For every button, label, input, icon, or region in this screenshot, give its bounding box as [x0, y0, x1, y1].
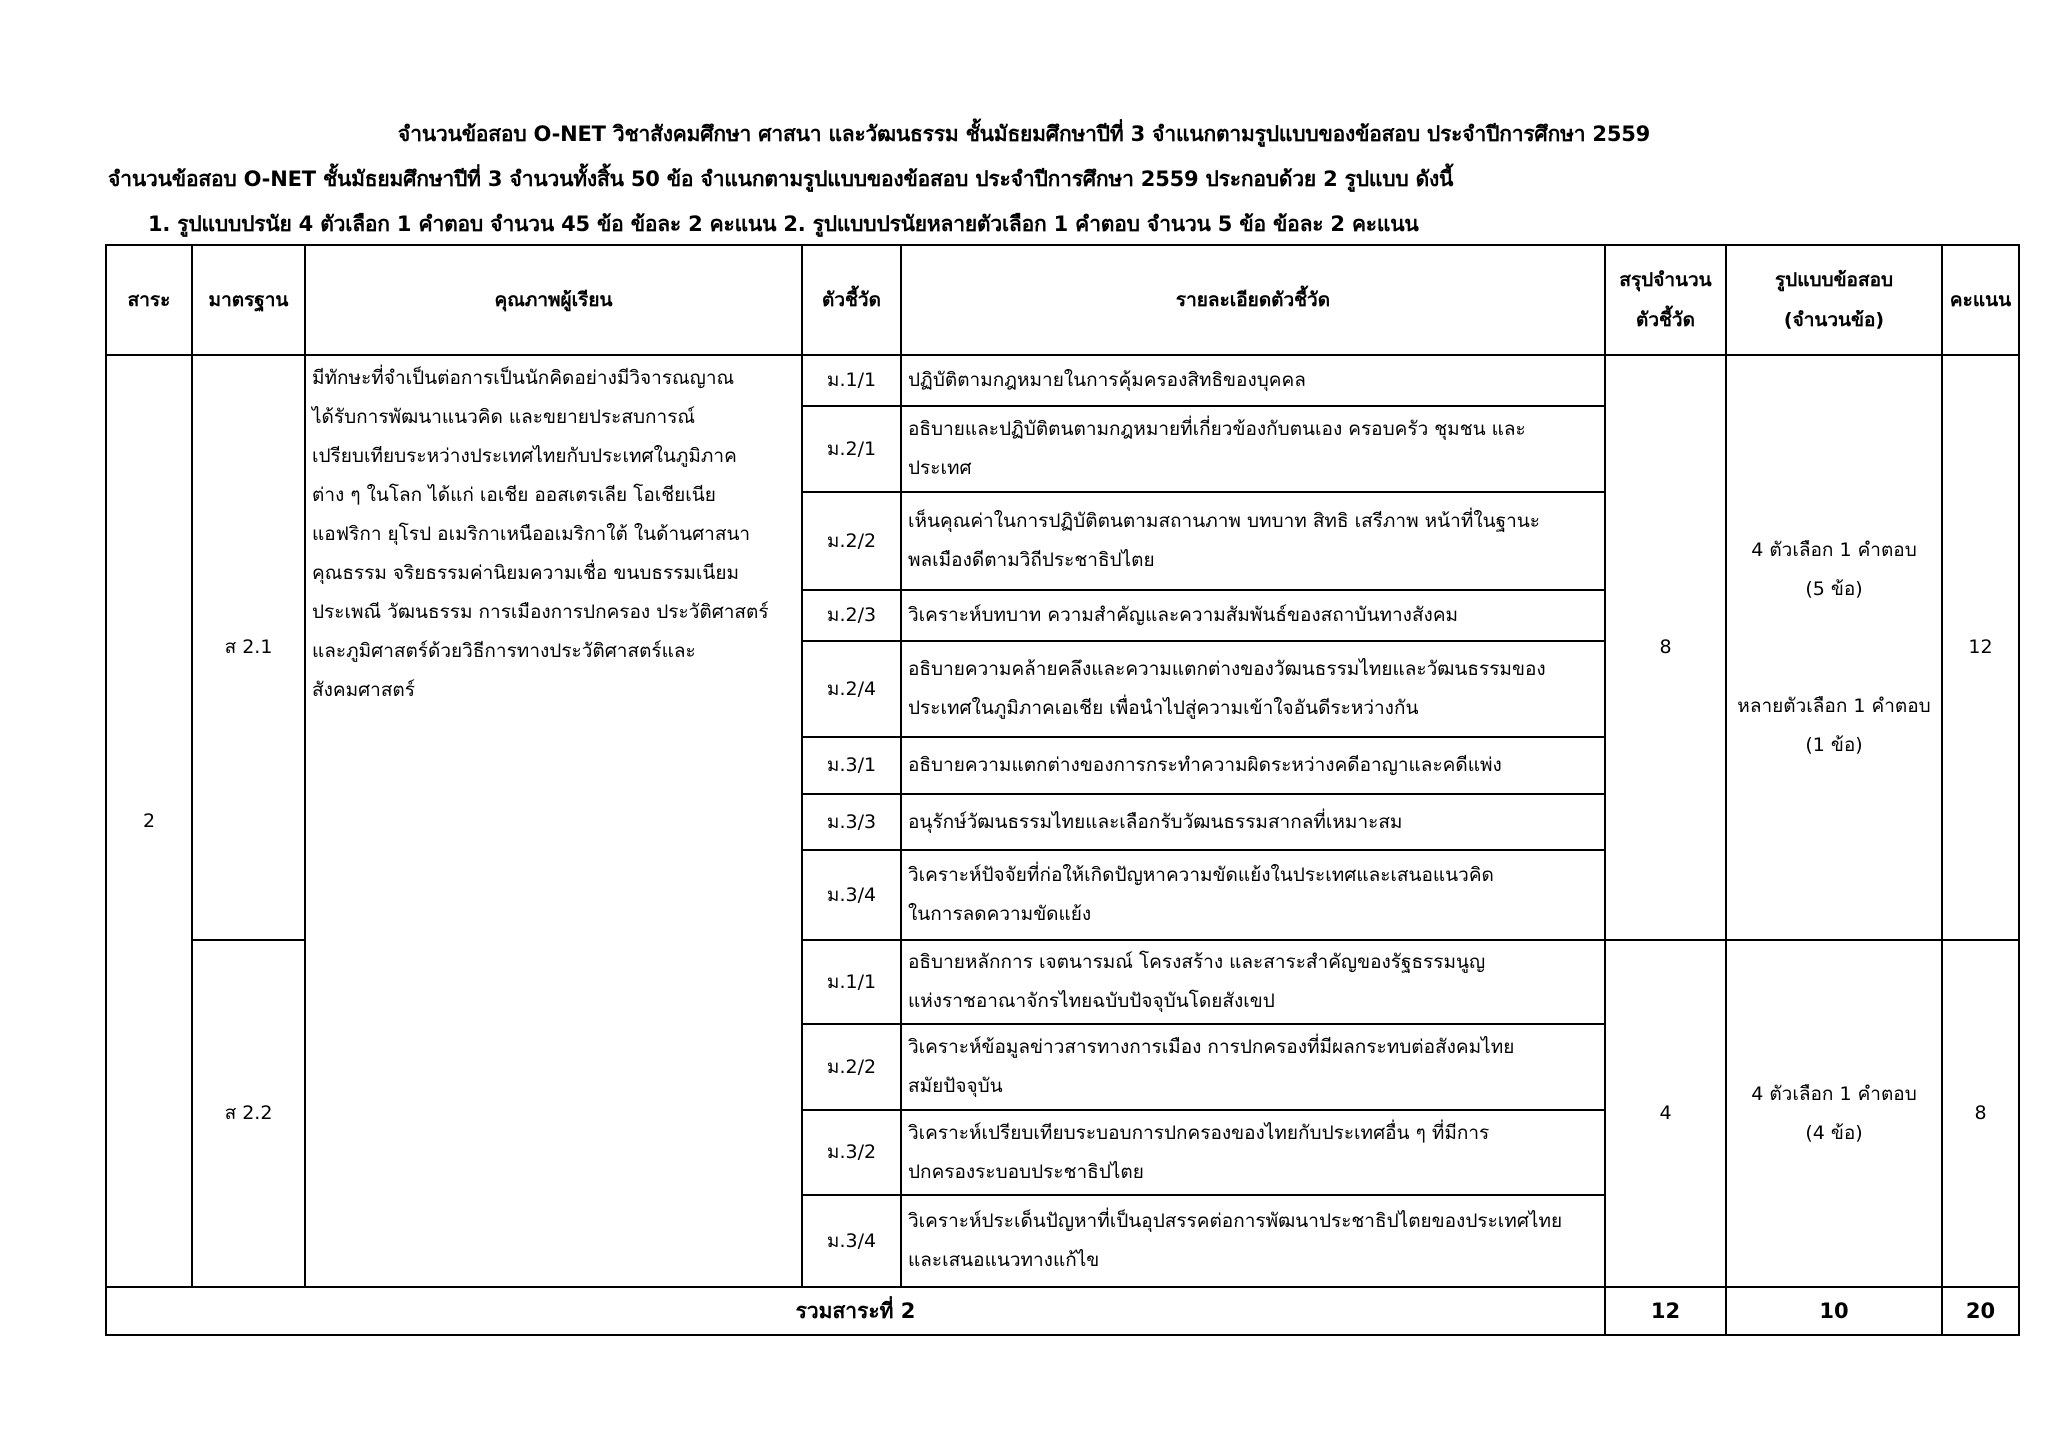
- header-format: [1726, 245, 1942, 355]
- summary-count-cell: 4: [1605, 940, 1726, 1287]
- indicator-code: ม.3/1: [802, 737, 901, 794]
- format-cell: [1726, 940, 1942, 1287]
- indicator-code: ม.1/1: [802, 940, 901, 1024]
- quality-line: ต่าง ๆ ในโลก ได้แก่ เอเชีย ออสเตรเลีย โอเชียเนีย: [312, 484, 716, 506]
- indicator-code: ม.2/1: [802, 406, 901, 492]
- indicator-code: ม.3/2: [802, 1110, 901, 1195]
- indicator-code: ม.3/4: [802, 1195, 901, 1287]
- quality-line: ประเพณี วัฒนธรรม การเมืองการปกครอง ประวัติศาสตร์: [312, 601, 769, 623]
- indicator-detail: [901, 850, 1605, 940]
- detail-line: ปกครองระบอบประชาธิปไตย: [908, 1160, 1144, 1183]
- score-cell: 8: [1942, 940, 2019, 1287]
- detail-line: วิเคราะห์ปัจจัยที่ก่อให้เกิดปัญหาความขัดแย้งในประเทศและเสนอแนวคิด: [908, 864, 1494, 886]
- indicator-detail: [901, 355, 1605, 406]
- indicator-code: ม.3/4: [802, 850, 901, 940]
- indicator-detail: [901, 794, 1605, 850]
- header-summary-line1: สรุปจำนวน: [1619, 269, 1712, 291]
- indicator-code: ม.2/4: [802, 641, 901, 737]
- quality-line: คุณธรรม จริยธรรมค่านิยมความเชื่อ ขนบธรรมเนียม: [312, 562, 740, 584]
- detail-line: อธิบายหลักการ เจตนารมณ์ โครงสร้าง และสาระสำคัญของรัฐธรรมนูญ: [908, 951, 1486, 973]
- summary-count-cell: 8: [1605, 355, 1726, 940]
- standard-cell: ส 2.1: [192, 355, 305, 940]
- indicator-detail: [901, 406, 1605, 492]
- header-indicator: ตัวชี้วัด: [802, 245, 901, 355]
- detail-line: พลเมืองดีตามวิถีประชาธิปไตย: [908, 549, 1155, 571]
- detail-line: วิเคราะห์ประเด็นปัญหาที่เป็นอุปสรรคต่อการพัฒนาประชาธิปไตยของประเทศไทย: [908, 1210, 1563, 1232]
- format-a-count: (4 ข้อ): [1805, 1121, 1863, 1144]
- format-b-count: (1 ข้อ): [1805, 733, 1863, 756]
- indicator-code: ม.3/3: [802, 794, 901, 850]
- indicator-code: ม.2/3: [802, 590, 901, 641]
- indicator-detail: [901, 1195, 1605, 1287]
- header-format-line1: รูปแบบข้อสอบ: [1774, 269, 1894, 291]
- standard-cell: ส 2.2: [192, 940, 305, 1287]
- exam-table: [105, 244, 2020, 1336]
- table-header-row: [106, 245, 2019, 355]
- quality-line: และภูมิศาสตร์ด้วยวิธีการทางประวัติศาสตร์และ: [312, 640, 696, 662]
- total-score: 20: [1942, 1287, 2019, 1335]
- quality-line: เปรียบเทียบระหว่างประเทศไทยกับประเทศในภูมิภาค: [312, 445, 737, 467]
- strand-cell: 2: [106, 355, 192, 1287]
- indicator-detail: [901, 1024, 1605, 1110]
- indicator-detail: [901, 492, 1605, 590]
- format-cell: [1726, 355, 1942, 940]
- header-summary: [1605, 245, 1726, 355]
- indicator-detail: [901, 737, 1605, 794]
- quality-line: มีทักษะที่จำเป็นต่อการเป็นนักคิดอย่างมีวิจารณญาณ: [312, 367, 735, 389]
- detail-line: ในการลดความขัดแย้ง: [908, 903, 1092, 925]
- indicator-detail: [901, 641, 1605, 737]
- table-row: [106, 355, 2019, 406]
- detail-line: ปฏิบัติตามกฎหมายในการคุ้มครองสิทธิของบุคคล: [908, 369, 1306, 391]
- detail-line: อธิบายและปฏิบัติตนตามกฎหมายที่เกี่ยวข้องกับตนเอง ครอบครัว ชุมชน และ: [908, 418, 1526, 440]
- quality-cell: [305, 355, 802, 1287]
- indicator-code: ม.2/2: [802, 1024, 901, 1110]
- document-formats-line: 1. รูปแบบปรนัย 4 ตัวเลือก 1 คำตอบ จำนวน 45 ข้อ ข้อละ 2 คะแนน 2. รูปแบบปรนัยหลายตัวเลือก 1 คำตอบ จำนวน 5 ข้อ ข้อละ 2 คะแนน: [148, 212, 1419, 236]
- header-score: คะแนน: [1942, 245, 2019, 355]
- quality-line: แอฟริกา ยุโรป อเมริกาเหนืออเมริกาใต้ ในด้านศาสนา: [312, 523, 751, 545]
- header-strand: สาระ: [106, 245, 192, 355]
- detail-line: อธิบายความคล้ายคลึงและความแตกต่างของวัฒนธรรมไทยและวัฒนธรรมของ: [908, 658, 1546, 680]
- detail-line: วิเคราะห์เปรียบเทียบระบอบการปกครองของไทยกับประเทศอื่น ๆ ที่มีการ: [908, 1121, 1490, 1144]
- indicator-detail: [901, 590, 1605, 641]
- detail-line: เห็นคุณค่าในการปฏิบัติตนตามสถานภาพ บทบาท สิทธิ เสรีภาพ หน้าที่ในฐานะ: [908, 510, 1540, 532]
- detail-line: อนุรักษ์วัฒนธรรมไทยและเลือกรับวัฒนธรรมสากลที่เหมาะสม: [908, 810, 1403, 833]
- quality-line: สังคมศาสตร์: [312, 679, 415, 701]
- header-quality: คุณภาพผู้เรียน: [305, 245, 802, 355]
- indicator-detail: [901, 940, 1605, 1024]
- document-subtitle: จำนวนข้อสอบ O-NET ชั้นมัธยมศึกษาปีที่ 3 จำนวนทั้งสิ้น 50 ข้อ จำแนกตามรูปแบบของข้อสอบ ประจำปีการศึกษา 2559 ประกอบด้วย 2 รูปแบบ ดังนี้: [108, 167, 1454, 191]
- indicator-detail: [901, 1110, 1605, 1195]
- header-detail: รายละเอียดตัวชี้วัด: [901, 245, 1605, 355]
- format-a-label: 4 ตัวเลือก 1 คำตอบ: [1751, 1082, 1917, 1105]
- detail-line: และเสนอแนวทางแก้ไข: [908, 1249, 1100, 1271]
- detail-line: ประเทศในภูมิภาคเอเชีย เพื่อนำไปสู่ความเข้าใจอันดีระหว่างกัน: [908, 697, 1419, 719]
- header-format-line2: (จำนวนข้อ): [1783, 309, 1885, 331]
- format-a-count: (5 ข้อ): [1805, 577, 1863, 600]
- total-label: รวมสาระที่ 2: [106, 1287, 1605, 1335]
- detail-line: แห่งราชอาณาจักรไทยฉบับปัจจุบันโดยสังเขป: [908, 990, 1275, 1012]
- indicator-code: ม.1/1: [802, 355, 901, 406]
- indicator-code: ม.2/2: [802, 492, 901, 590]
- detail-line: สมัยปัจจุบัน: [908, 1075, 1003, 1097]
- detail-line: ประเทศ: [908, 457, 972, 479]
- total-indicators: 12: [1605, 1287, 1726, 1335]
- total-row: [106, 1287, 2019, 1335]
- format-a-label: 4 ตัวเลือก 1 คำตอบ: [1751, 538, 1917, 561]
- detail-line: วิเคราะห์ข้อมูลข่าวสารทางการเมือง การปกครองที่มีผลกระทบต่อสังคมไทย: [908, 1036, 1515, 1058]
- header-standard: มาตรฐาน: [192, 245, 305, 355]
- header-summary-line2: ตัวชี้วัด: [1636, 309, 1695, 331]
- quality-line: ได้รับการพัฒนาแนวคิด และขยายประสบการณ์: [312, 406, 696, 428]
- detail-line: วิเคราะห์บทบาท ความสำคัญและความสัมพันธ์ของสถาบันทางสังคม: [908, 604, 1459, 626]
- score-cell: 12: [1942, 355, 2019, 940]
- document-title: จำนวนข้อสอบ O-NET วิชาสังคมศึกษา ศาสนา และวัฒนธรรม ชั้นมัธยมศึกษาปีที่ 3 จำแนกตามรูปแบบของข้อสอบ ประจำปีการศึกษา 2559: [397, 122, 1651, 146]
- detail-line: อธิบายความแตกต่างของการกระทำความผิดระหว่างคดีอาญาและคดีแพ่ง: [908, 754, 1502, 776]
- format-b-label: หลายตัวเลือก 1 คำตอบ: [1737, 694, 1931, 717]
- total-items: 10: [1726, 1287, 1942, 1335]
